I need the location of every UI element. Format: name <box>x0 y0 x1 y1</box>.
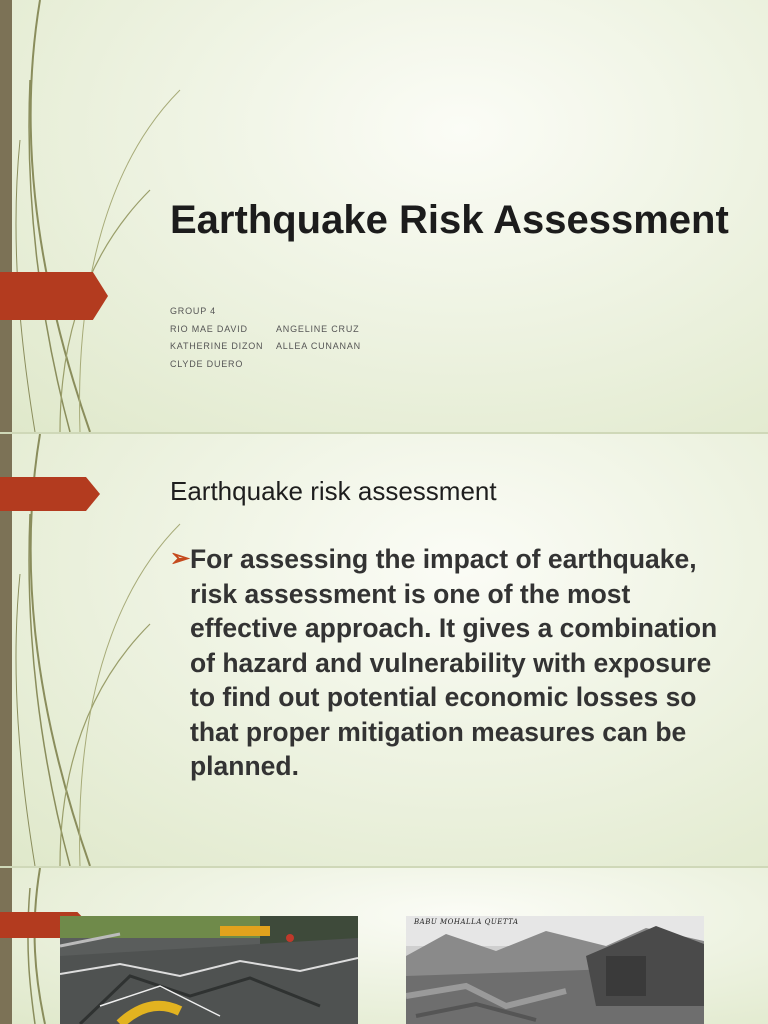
title-slide <box>0 0 768 432</box>
accent-tab <box>0 477 100 511</box>
content-slide <box>0 434 768 866</box>
bullet-item <box>170 542 730 784</box>
photo-slide <box>0 868 768 1024</box>
author-name: ANGELINE CRUZ <box>276 323 360 334</box>
author-name: KATHERINE DIZON <box>170 341 264 351</box>
earthquake-ruins-photo <box>406 916 704 1024</box>
author-name: RIO MAE DAVID <box>170 323 248 334</box>
cracked-road-photo <box>60 916 358 1024</box>
slide-title: Earthquake Risk Assessment <box>170 198 729 242</box>
arrow-bullet-icon: ➢ <box>170 545 191 572</box>
author-list <box>170 303 361 373</box>
photo-caption: BABU MOHALLA QUETTA <box>414 918 519 926</box>
slide-heading: Earthquake risk assessment <box>170 476 497 506</box>
author-row <box>170 338 361 356</box>
author-name: ALLEA CUNANAN <box>276 341 361 351</box>
bullet-text: For assessing the impact of earthquake, risk assessment is one of the most effective approach. It gives a combination of hazard and vulnerability with exposure to find out potential economic losses so that proper mitigation measures can be planned. <box>190 544 718 781</box>
group-label: GROUP 4 <box>170 306 216 316</box>
author-name: CLYDE DUERO <box>170 358 244 369</box>
accent-tab <box>0 272 108 320</box>
author-row <box>170 356 361 374</box>
author-row <box>170 321 361 339</box>
